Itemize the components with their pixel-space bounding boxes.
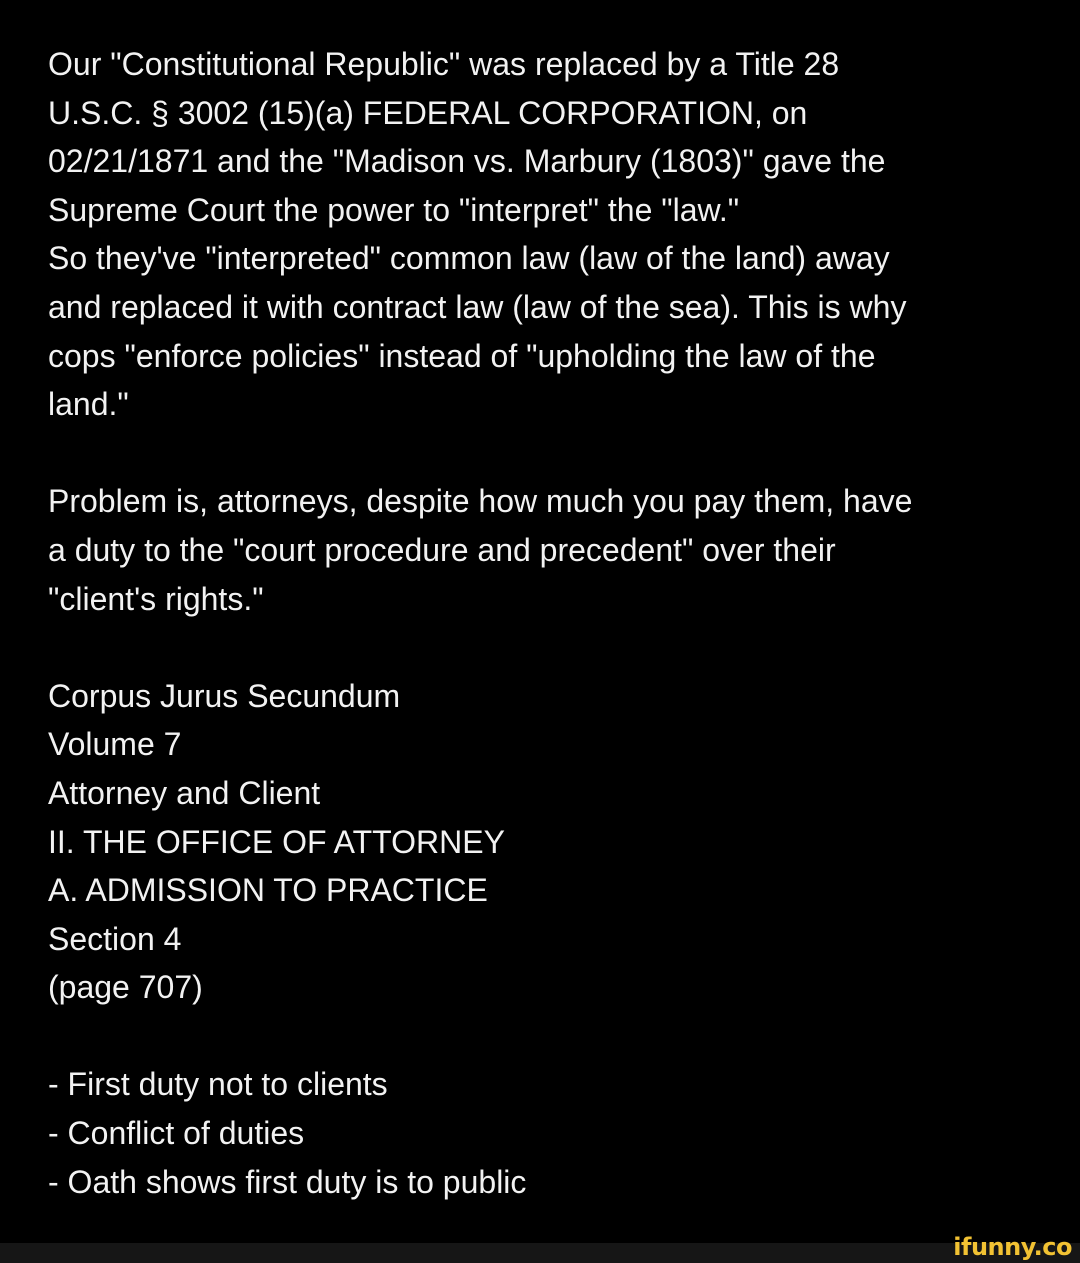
bullet-item: - Oath shows first duty is to public [48, 1163, 527, 1200]
text-line: a duty to the "court procedure and precedent" over their [48, 531, 836, 568]
text-line: land." [48, 386, 129, 423]
paragraph-gap [48, 429, 1038, 478]
text-line: 02/21/1871 and the "Madison vs. Marbury (1803)" gave the [48, 143, 886, 180]
text-line: Supreme Court the power to "interpret" the "law." [48, 191, 740, 228]
citation-line: (page 707) [48, 969, 203, 1006]
text-line: Our "Constitutional Republic" was replaced by a Title 28 [48, 46, 840, 82]
text-line: Problem is, attorneys, despite how much you pay them, have [48, 483, 913, 520]
text-line: U.S.C. § 3002 (15)(a) FEDERAL CORPORATION, on [48, 94, 808, 131]
citation-line: A. ADMISSION TO PRACTICE [48, 872, 488, 909]
footer-bar [0, 1243, 1080, 1263]
bullet-item: - Conflict of duties [48, 1115, 305, 1152]
text-line: and replaced it with contract law (law of the sea). This is why [48, 288, 907, 325]
text-line: "client's rights." [48, 580, 264, 617]
post-text [48, 40, 1038, 1206]
citation-line: Volume 7 [48, 726, 182, 763]
ifunny-watermark: ifunny.co [953, 1233, 1072, 1261]
paragraph-gap [48, 623, 1038, 672]
text-line: So they've "interpreted" common law (law of the land) away [48, 240, 890, 277]
citation-line: Section 4 [48, 920, 182, 957]
citation-line: Attorney and Client [48, 774, 321, 811]
paragraph-gap [48, 1012, 1038, 1061]
bullet-item: - First duty not to clients [48, 1066, 388, 1103]
citation-line: Corpus Jurus Secundum [48, 677, 401, 714]
text-line: cops "enforce policies" instead of "upholding the law of the [48, 337, 876, 374]
citation-line: II. THE OFFICE OF ATTORNEY [48, 823, 505, 860]
